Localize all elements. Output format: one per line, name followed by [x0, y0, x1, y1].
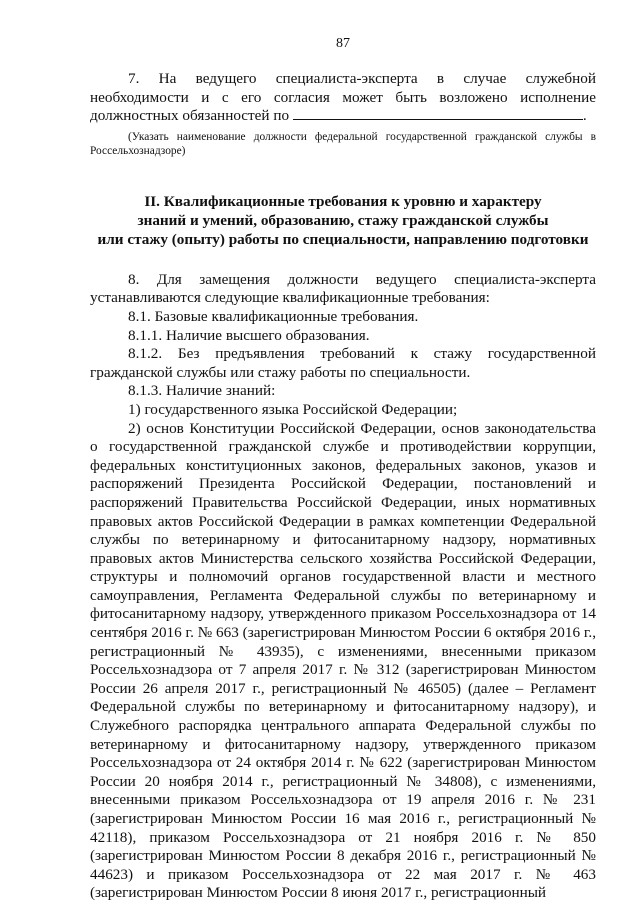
paragraph-8-1-2: 8.1.2. Без предъявления требований к стажу государственной гражданской службы или стажу работы по специальности. [90, 345, 596, 381]
blank-fill-line [293, 107, 583, 120]
heading-line-2: знаний и умений, образованию, стажу гражданской службы [137, 211, 549, 229]
paragraph-8-1-3: 8.1.3. Наличие знаний: [128, 382, 276, 400]
paragraph-8-1: 8.1. Базовые квалификационные требования. [128, 307, 419, 325]
section-7-note: (Указать наименование должности федеральной государственной гражданской службы в Россельхознадзоре) [90, 130, 596, 157]
list-item-1: 1) государственного языка Российской Федерации; [128, 400, 458, 418]
section-heading [90, 192, 596, 249]
page-number: 87 [336, 36, 350, 51]
list-item-2: 2) основ Конституции Российской Федерации, основ законодательства о государственной гражданской службе и противодействии коррупции, федеральных конституционных законов, федеральных законов, указов и распоряжений Президента Российской Федерации, постановлений и распоряжений Правительства Российской Федерации, иных нормативных правовых актов Российской Федерации в рамках компетенции Федеральной службы по ветеринарному и фитосанитарному надзору, нормативных правовых актов Министерства сельского хозяйства Российской Федерации, структуры и полномочий органов государственной власти и местного самоуправления, Регламента Федеральной службы по ветеринарному и фитосанитарному надзору, утвержденного приказом Россельхознадзора от 14 сентября 2016 г. № 663 (зарегистрирован Минюстом России 6 октября 2016 г., регистрационный № 43935), с изменениями, внесенными приказом Россельхознадзора от 7 апреля 2017 г. № 312 (зарегистрирован Минюстом России 26 апреля 2017 г., регистрационный № 46505) (далее – Регламент Федеральной службы по ветеринарному и фитосанитарному надзору), и Служебного распорядка центрального аппарата Федеральной службы по ветеринарному и фитосанитарному надзору, утвержденного приказом Россельхознадзора от 24 октября 2014 г. № 622 (зарегистрирован Минюстом России 20 ноября 2014 г., регистрационный № 34808), с изменениями, внесенными приказом Россельхознадзора от 19 апреля 2016 г. № 231 (зарегистрирован Минюстом России 16 мая 2016 г., регистрационный № 42118), приказом Россельхознадзора от 21 ноября 2016 г. № 850 (зарегистрирован Минюстом России 8 декабря 2016 г., регистрационный № 44623) и приказом Россельхознадзора от 22 мая 2017 г. № 463 (зарегистрирован Минюстом России 8 июня 2017 г., регистрационный [90, 419, 596, 902]
section-7-paragraph [90, 70, 596, 126]
section-7-trailing: . [582, 107, 587, 125]
paragraph-8: 8. Для замещения должности ведущего специалиста-эксперта устанавливаются следующие квалификационные требования: [90, 270, 596, 307]
section-7-text: 7. На ведущего специалиста-эксперта в случае служебной необходимости и с его согласия может быть возложено исполнение должностных обязанностей по [90, 70, 596, 125]
heading-line-3: или стажу (опыту) работы по специальности, направлению подготовки [97, 230, 589, 248]
heading-line-1: II. Квалификационные требования к уровню и характеру [144, 192, 542, 210]
paragraph-8-1-1: 8.1.1. Наличие высшего образования. [128, 326, 370, 344]
